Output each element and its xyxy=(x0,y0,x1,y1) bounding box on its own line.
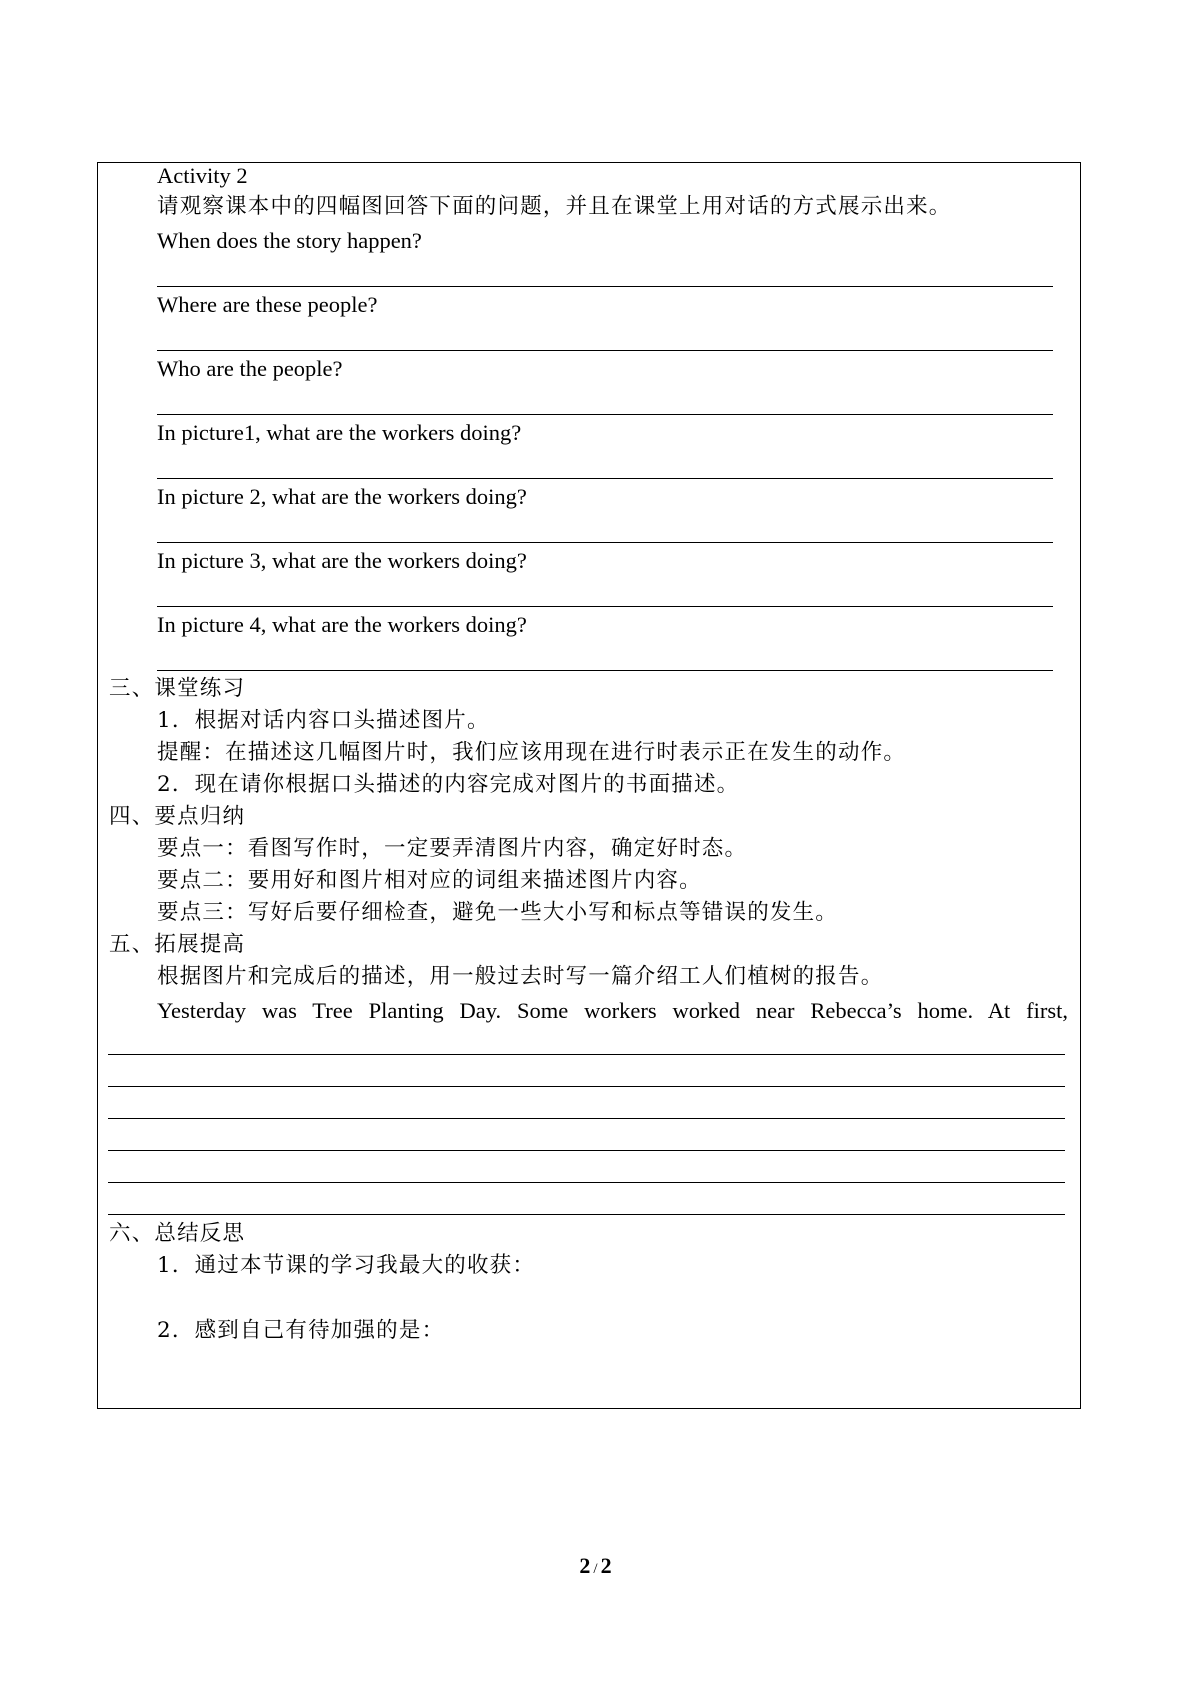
section3-heading: 三、课堂练习 xyxy=(109,676,246,701)
question-4: In picture1, what are the workers doing? xyxy=(157,420,522,445)
section3-item-1: 1．根据对话内容口头描述图片。 xyxy=(157,708,490,733)
answer-line-6[interactable] xyxy=(157,606,1053,607)
section6-heading: 六、总结反思 xyxy=(109,1221,246,1246)
answer-line-1[interactable] xyxy=(157,286,1053,287)
section3-reminder: 提醒：在描述这几幅图片时，我们应该用现在进行时表示正在发生的动作。 xyxy=(157,740,907,765)
answer-line-2[interactable] xyxy=(157,350,1053,351)
section3-item-2: 2．现在请你根据口头描述的内容完成对图片的书面描述。 xyxy=(157,772,740,797)
question-2: Where are these people? xyxy=(157,292,378,317)
page-total: 2 xyxy=(600,1553,612,1578)
answer-line-4[interactable] xyxy=(157,478,1053,479)
question-7: In picture 4, what are the workers doing? xyxy=(157,612,527,637)
page-current: 2 xyxy=(579,1553,591,1578)
writing-line-5[interactable] xyxy=(108,1182,1065,1183)
writing-line-4[interactable] xyxy=(108,1150,1065,1151)
key-point-3: 要点三：写好后要仔细检查，避免一些大小写和标点等错误的发生。 xyxy=(157,900,839,925)
question-5: In picture 2, what are the workers doing? xyxy=(157,484,527,509)
activity-instruction: 请观察课本中的四幅图回答下面的问题，并且在课堂上用对话的方式展示出来。 xyxy=(157,194,952,219)
reflection-item-2: 2．感到自己有待加强的是： xyxy=(157,1318,445,1343)
answer-line-3[interactable] xyxy=(157,414,1053,415)
writing-line-2[interactable] xyxy=(108,1086,1065,1087)
section5-heading: 五、拓展提高 xyxy=(109,932,246,957)
writing-line-3[interactable] xyxy=(108,1118,1065,1119)
section4-heading: 四、要点归纳 xyxy=(109,804,246,829)
page-separator: / xyxy=(593,1561,598,1577)
section5-instruction: 根据图片和完成后的描述，用一般过去时写一篇介绍工人们植树的报告。 xyxy=(157,964,884,989)
answer-line-5[interactable] xyxy=(157,542,1053,543)
key-point-2: 要点二：要用好和图片相对应的词组来描述图片内容。 xyxy=(157,868,702,893)
writing-line-1[interactable] xyxy=(108,1054,1065,1055)
question-1: When does the story happen? xyxy=(157,228,422,253)
key-point-1: 要点一：看图写作时，一定要弄清图片内容，确定好时态。 xyxy=(157,836,748,861)
question-3: Who are the people? xyxy=(157,356,343,381)
page-number xyxy=(0,1553,1191,1579)
question-6: In picture 3, what are the workers doing? xyxy=(157,548,527,573)
writing-line-6[interactable] xyxy=(108,1214,1065,1215)
reflection-item-1: 1．通过本节课的学习我最大的收获： xyxy=(157,1253,536,1278)
activity-title: Activity 2 xyxy=(157,163,248,188)
writing-starter: Yesterday was Tree Planting Day. Some workers worked near Rebecca’s home. At first, xyxy=(157,998,1068,1023)
answer-line-7[interactable] xyxy=(157,670,1053,671)
